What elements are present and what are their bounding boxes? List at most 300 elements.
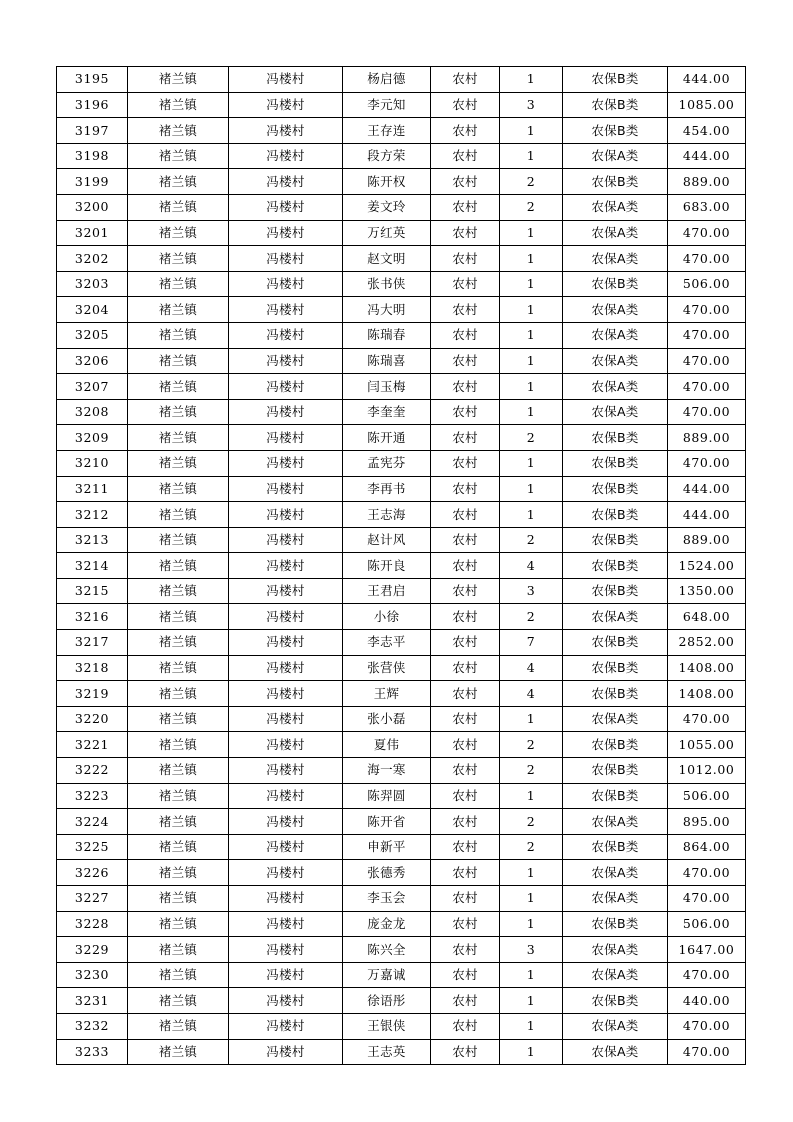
cell-village: 冯楼村 [229, 937, 343, 963]
cell-id: 3204 [57, 297, 128, 323]
cell-amount: 470.00 [668, 246, 746, 272]
cell-category: 农保B类 [563, 578, 668, 604]
cell-category: 农保A类 [563, 399, 668, 425]
cell-count: 1 [500, 783, 563, 809]
cell-household-type: 农村 [431, 67, 500, 93]
cell-count: 2 [500, 834, 563, 860]
cell-household-type: 农村 [431, 399, 500, 425]
cell-name: 庞金龙 [343, 911, 431, 937]
cell-amount: 1055.00 [668, 732, 746, 758]
cell-village: 冯楼村 [229, 553, 343, 579]
cell-amount: 470.00 [668, 1039, 746, 1065]
cell-name: 李元知 [343, 92, 431, 118]
cell-category: 农保A类 [563, 886, 668, 912]
cell-name: 陈瑞喜 [343, 348, 431, 374]
cell-name: 孟宪芬 [343, 450, 431, 476]
cell-amount: 470.00 [668, 860, 746, 886]
cell-household-type: 农村 [431, 758, 500, 784]
cell-count: 3 [500, 937, 563, 963]
table-row [57, 911, 746, 937]
cell-household-type: 农村 [431, 450, 500, 476]
cell-count: 1 [500, 450, 563, 476]
cell-id: 3198 [57, 143, 128, 169]
cell-name: 姜文玲 [343, 194, 431, 220]
cell-amount: 1408.00 [668, 681, 746, 707]
cell-category: 农保B类 [563, 450, 668, 476]
cell-id: 3226 [57, 860, 128, 886]
cell-town: 褚兰镇 [128, 630, 229, 656]
cell-id: 3224 [57, 809, 128, 835]
cell-category: 农保B类 [563, 834, 668, 860]
cell-count: 1 [500, 220, 563, 246]
cell-id: 3227 [57, 886, 128, 912]
cell-amount: 470.00 [668, 322, 746, 348]
cell-id: 3214 [57, 553, 128, 579]
cell-count: 4 [500, 681, 563, 707]
cell-id: 3220 [57, 706, 128, 732]
table-row [57, 246, 746, 272]
table-row [57, 783, 746, 809]
cell-id: 3228 [57, 911, 128, 937]
cell-household-type: 农村 [431, 297, 500, 323]
cell-category: 农保B类 [563, 911, 668, 937]
cell-category: 农保B类 [563, 630, 668, 656]
cell-amount: 895.00 [668, 809, 746, 835]
cell-town: 褚兰镇 [128, 886, 229, 912]
cell-id: 3208 [57, 399, 128, 425]
cell-town: 褚兰镇 [128, 527, 229, 553]
cell-amount: 648.00 [668, 604, 746, 630]
cell-household-type: 农村 [431, 783, 500, 809]
cell-household-type: 农村 [431, 578, 500, 604]
cell-name: 李玉会 [343, 886, 431, 912]
table-row [57, 118, 746, 144]
cell-town: 褚兰镇 [128, 348, 229, 374]
cell-village: 冯楼村 [229, 988, 343, 1014]
cell-household-type: 农村 [431, 194, 500, 220]
cell-name: 王辉 [343, 681, 431, 707]
cell-name: 赵文明 [343, 246, 431, 272]
cell-name: 李再书 [343, 476, 431, 502]
cell-id: 3201 [57, 220, 128, 246]
cell-id: 3232 [57, 1013, 128, 1039]
cell-household-type: 农村 [431, 425, 500, 451]
cell-id: 3231 [57, 988, 128, 1014]
cell-household-type: 农村 [431, 809, 500, 835]
cell-name: 闫玉梅 [343, 374, 431, 400]
cell-id: 3207 [57, 374, 128, 400]
cell-category: 农保B类 [563, 271, 668, 297]
cell-town: 褚兰镇 [128, 1039, 229, 1065]
cell-count: 2 [500, 604, 563, 630]
cell-household-type: 农村 [431, 143, 500, 169]
cell-amount: 506.00 [668, 783, 746, 809]
table-row [57, 886, 746, 912]
cell-amount: 889.00 [668, 527, 746, 553]
table-row [57, 425, 746, 451]
cell-village: 冯楼村 [229, 911, 343, 937]
cell-id: 3216 [57, 604, 128, 630]
table-row [57, 92, 746, 118]
table-row [57, 834, 746, 860]
cell-id: 3225 [57, 834, 128, 860]
cell-name: 万嘉诚 [343, 962, 431, 988]
cell-category: 农保A类 [563, 297, 668, 323]
cell-household-type: 农村 [431, 655, 500, 681]
cell-amount: 1085.00 [668, 92, 746, 118]
table-row [57, 604, 746, 630]
cell-count: 1 [500, 246, 563, 272]
cell-count: 1 [500, 886, 563, 912]
cell-village: 冯楼村 [229, 706, 343, 732]
cell-count: 1 [500, 988, 563, 1014]
cell-town: 褚兰镇 [128, 67, 229, 93]
cell-id: 3199 [57, 169, 128, 195]
cell-category: 农保A类 [563, 604, 668, 630]
cell-name: 王志海 [343, 502, 431, 528]
cell-household-type: 农村 [431, 92, 500, 118]
table-row [57, 732, 746, 758]
cell-count: 4 [500, 655, 563, 681]
table-row [57, 169, 746, 195]
cell-category: 农保B类 [563, 988, 668, 1014]
cell-household-type: 农村 [431, 886, 500, 912]
table-row [57, 194, 746, 220]
cell-household-type: 农村 [431, 348, 500, 374]
cell-village: 冯楼村 [229, 67, 343, 93]
cell-village: 冯楼村 [229, 143, 343, 169]
cell-village: 冯楼村 [229, 450, 343, 476]
cell-town: 褚兰镇 [128, 911, 229, 937]
cell-id: 3212 [57, 502, 128, 528]
cell-village: 冯楼村 [229, 604, 343, 630]
cell-amount: 1408.00 [668, 655, 746, 681]
cell-town: 褚兰镇 [128, 783, 229, 809]
cell-count: 3 [500, 578, 563, 604]
cell-town: 褚兰镇 [128, 758, 229, 784]
cell-town: 褚兰镇 [128, 92, 229, 118]
cell-amount: 683.00 [668, 194, 746, 220]
cell-count: 1 [500, 399, 563, 425]
cell-count: 2 [500, 809, 563, 835]
cell-id: 3215 [57, 578, 128, 604]
cell-category: 农保B类 [563, 553, 668, 579]
cell-amount: 444.00 [668, 502, 746, 528]
cell-category: 农保B类 [563, 67, 668, 93]
cell-household-type: 农村 [431, 220, 500, 246]
cell-name: 海一寒 [343, 758, 431, 784]
cell-town: 褚兰镇 [128, 143, 229, 169]
subsidy-table [56, 66, 746, 1065]
cell-category: 农保B类 [563, 732, 668, 758]
cell-amount: 1647.00 [668, 937, 746, 963]
cell-household-type: 农村 [431, 322, 500, 348]
cell-household-type: 农村 [431, 502, 500, 528]
cell-amount: 440.00 [668, 988, 746, 1014]
cell-count: 1 [500, 143, 563, 169]
cell-category: 农保B类 [563, 527, 668, 553]
cell-name: 申新平 [343, 834, 431, 860]
cell-town: 褚兰镇 [128, 297, 229, 323]
cell-name: 张德秀 [343, 860, 431, 886]
table-row [57, 758, 746, 784]
table-row [57, 450, 746, 476]
cell-village: 冯楼村 [229, 1013, 343, 1039]
cell-id: 3206 [57, 348, 128, 374]
cell-name: 张小磊 [343, 706, 431, 732]
cell-category: 农保B类 [563, 783, 668, 809]
cell-town: 褚兰镇 [128, 988, 229, 1014]
cell-town: 褚兰镇 [128, 1013, 229, 1039]
cell-household-type: 农村 [431, 681, 500, 707]
cell-household-type: 农村 [431, 553, 500, 579]
cell-count: 4 [500, 553, 563, 579]
cell-amount: 454.00 [668, 118, 746, 144]
cell-name: 李志平 [343, 630, 431, 656]
cell-village: 冯楼村 [229, 527, 343, 553]
cell-household-type: 农村 [431, 1013, 500, 1039]
cell-count: 7 [500, 630, 563, 656]
cell-category: 农保B类 [563, 681, 668, 707]
cell-category: 农保B类 [563, 655, 668, 681]
cell-category: 农保A类 [563, 143, 668, 169]
cell-id: 3230 [57, 962, 128, 988]
cell-count: 1 [500, 297, 563, 323]
cell-village: 冯楼村 [229, 886, 343, 912]
table-row [57, 578, 746, 604]
cell-id: 3197 [57, 118, 128, 144]
cell-village: 冯楼村 [229, 630, 343, 656]
cell-name: 夏伟 [343, 732, 431, 758]
table-row [57, 297, 746, 323]
cell-village: 冯楼村 [229, 476, 343, 502]
cell-household-type: 农村 [431, 834, 500, 860]
cell-village: 冯楼村 [229, 399, 343, 425]
cell-household-type: 农村 [431, 118, 500, 144]
cell-village: 冯楼村 [229, 425, 343, 451]
cell-town: 褚兰镇 [128, 578, 229, 604]
cell-id: 3200 [57, 194, 128, 220]
table-row [57, 655, 746, 681]
cell-household-type: 农村 [431, 1039, 500, 1065]
table-row [57, 502, 746, 528]
cell-name: 张营侠 [343, 655, 431, 681]
cell-id: 3211 [57, 476, 128, 502]
cell-amount: 470.00 [668, 1013, 746, 1039]
cell-amount: 444.00 [668, 476, 746, 502]
cell-town: 褚兰镇 [128, 732, 229, 758]
cell-category: 农保A类 [563, 374, 668, 400]
cell-village: 冯楼村 [229, 169, 343, 195]
cell-household-type: 农村 [431, 706, 500, 732]
cell-town: 褚兰镇 [128, 476, 229, 502]
cell-category: 农保A类 [563, 706, 668, 732]
cell-town: 褚兰镇 [128, 169, 229, 195]
cell-id: 3195 [57, 67, 128, 93]
cell-id: 3219 [57, 681, 128, 707]
cell-id: 3209 [57, 425, 128, 451]
cell-town: 褚兰镇 [128, 425, 229, 451]
table-row [57, 67, 746, 93]
table-row [57, 706, 746, 732]
table-row [57, 630, 746, 656]
cell-amount: 889.00 [668, 169, 746, 195]
cell-amount: 1012.00 [668, 758, 746, 784]
cell-amount: 470.00 [668, 297, 746, 323]
table-row [57, 681, 746, 707]
cell-count: 1 [500, 118, 563, 144]
cell-town: 褚兰镇 [128, 399, 229, 425]
cell-village: 冯楼村 [229, 246, 343, 272]
cell-category: 农保A类 [563, 937, 668, 963]
cell-name: 陈开权 [343, 169, 431, 195]
cell-count: 1 [500, 476, 563, 502]
cell-town: 褚兰镇 [128, 809, 229, 835]
cell-name: 万红英 [343, 220, 431, 246]
cell-village: 冯楼村 [229, 502, 343, 528]
cell-name: 徐语彤 [343, 988, 431, 1014]
cell-count: 1 [500, 962, 563, 988]
cell-name: 陈瑞春 [343, 322, 431, 348]
cell-household-type: 农村 [431, 374, 500, 400]
cell-village: 冯楼村 [229, 374, 343, 400]
cell-village: 冯楼村 [229, 860, 343, 886]
table-row [57, 322, 746, 348]
cell-village: 冯楼村 [229, 809, 343, 835]
cell-category: 农保A类 [563, 194, 668, 220]
cell-id: 3205 [57, 322, 128, 348]
cell-name: 陈羿圆 [343, 783, 431, 809]
cell-category: 农保A类 [563, 860, 668, 886]
cell-town: 褚兰镇 [128, 194, 229, 220]
cell-id: 3229 [57, 937, 128, 963]
cell-category: 农保A类 [563, 962, 668, 988]
cell-id: 3233 [57, 1039, 128, 1065]
cell-name: 赵计风 [343, 527, 431, 553]
cell-name: 张书侠 [343, 271, 431, 297]
cell-amount: 470.00 [668, 450, 746, 476]
cell-town: 褚兰镇 [128, 322, 229, 348]
cell-household-type: 农村 [431, 911, 500, 937]
cell-household-type: 农村 [431, 732, 500, 758]
cell-id: 3217 [57, 630, 128, 656]
cell-category: 农保B类 [563, 502, 668, 528]
cell-category: 农保A类 [563, 246, 668, 272]
cell-category: 农保A类 [563, 1039, 668, 1065]
table-row [57, 476, 746, 502]
cell-town: 褚兰镇 [128, 118, 229, 144]
cell-count: 1 [500, 502, 563, 528]
table-row [57, 374, 746, 400]
table-row [57, 809, 746, 835]
cell-village: 冯楼村 [229, 194, 343, 220]
cell-household-type: 农村 [431, 962, 500, 988]
cell-id: 3202 [57, 246, 128, 272]
cell-village: 冯楼村 [229, 758, 343, 784]
cell-amount: 470.00 [668, 706, 746, 732]
cell-count: 1 [500, 1039, 563, 1065]
cell-amount: 2852.00 [668, 630, 746, 656]
cell-id: 3210 [57, 450, 128, 476]
cell-village: 冯楼村 [229, 834, 343, 860]
cell-count: 1 [500, 322, 563, 348]
cell-id: 3221 [57, 732, 128, 758]
cell-category: 农保B类 [563, 425, 668, 451]
cell-town: 褚兰镇 [128, 246, 229, 272]
cell-town: 褚兰镇 [128, 220, 229, 246]
cell-name: 陈开良 [343, 553, 431, 579]
cell-amount: 506.00 [668, 271, 746, 297]
cell-count: 2 [500, 527, 563, 553]
table-row [57, 527, 746, 553]
cell-count: 1 [500, 271, 563, 297]
cell-name: 陈兴全 [343, 937, 431, 963]
cell-village: 冯楼村 [229, 732, 343, 758]
cell-amount: 444.00 [668, 143, 746, 169]
cell-name: 王君启 [343, 578, 431, 604]
cell-town: 褚兰镇 [128, 604, 229, 630]
cell-category: 农保B类 [563, 758, 668, 784]
cell-village: 冯楼村 [229, 118, 343, 144]
cell-count: 2 [500, 758, 563, 784]
cell-amount: 1524.00 [668, 553, 746, 579]
cell-town: 褚兰镇 [128, 860, 229, 886]
cell-id: 3222 [57, 758, 128, 784]
cell-household-type: 农村 [431, 860, 500, 886]
cell-name: 李奎奎 [343, 399, 431, 425]
cell-town: 褚兰镇 [128, 834, 229, 860]
cell-id: 3218 [57, 655, 128, 681]
cell-id: 3196 [57, 92, 128, 118]
table-row [57, 937, 746, 963]
cell-village: 冯楼村 [229, 681, 343, 707]
table-row [57, 143, 746, 169]
cell-household-type: 农村 [431, 271, 500, 297]
cell-name: 小徐 [343, 604, 431, 630]
cell-count: 2 [500, 732, 563, 758]
cell-household-type: 农村 [431, 630, 500, 656]
cell-village: 冯楼村 [229, 92, 343, 118]
cell-name: 段方荣 [343, 143, 431, 169]
cell-amount: 864.00 [668, 834, 746, 860]
cell-amount: 444.00 [668, 67, 746, 93]
cell-count: 1 [500, 706, 563, 732]
cell-amount: 889.00 [668, 425, 746, 451]
cell-name: 王志英 [343, 1039, 431, 1065]
cell-name: 陈开通 [343, 425, 431, 451]
cell-count: 2 [500, 169, 563, 195]
cell-id: 3203 [57, 271, 128, 297]
cell-count: 1 [500, 1013, 563, 1039]
cell-amount: 470.00 [668, 220, 746, 246]
table-row [57, 220, 746, 246]
cell-count: 2 [500, 425, 563, 451]
table-row [57, 271, 746, 297]
cell-category: 农保A类 [563, 1013, 668, 1039]
cell-count: 3 [500, 92, 563, 118]
cell-name: 冯大明 [343, 297, 431, 323]
cell-household-type: 农村 [431, 937, 500, 963]
cell-household-type: 农村 [431, 246, 500, 272]
cell-household-type: 农村 [431, 988, 500, 1014]
cell-count: 1 [500, 348, 563, 374]
cell-village: 冯楼村 [229, 1039, 343, 1065]
cell-count: 1 [500, 911, 563, 937]
cell-village: 冯楼村 [229, 271, 343, 297]
cell-household-type: 农村 [431, 169, 500, 195]
cell-household-type: 农村 [431, 604, 500, 630]
cell-town: 褚兰镇 [128, 962, 229, 988]
